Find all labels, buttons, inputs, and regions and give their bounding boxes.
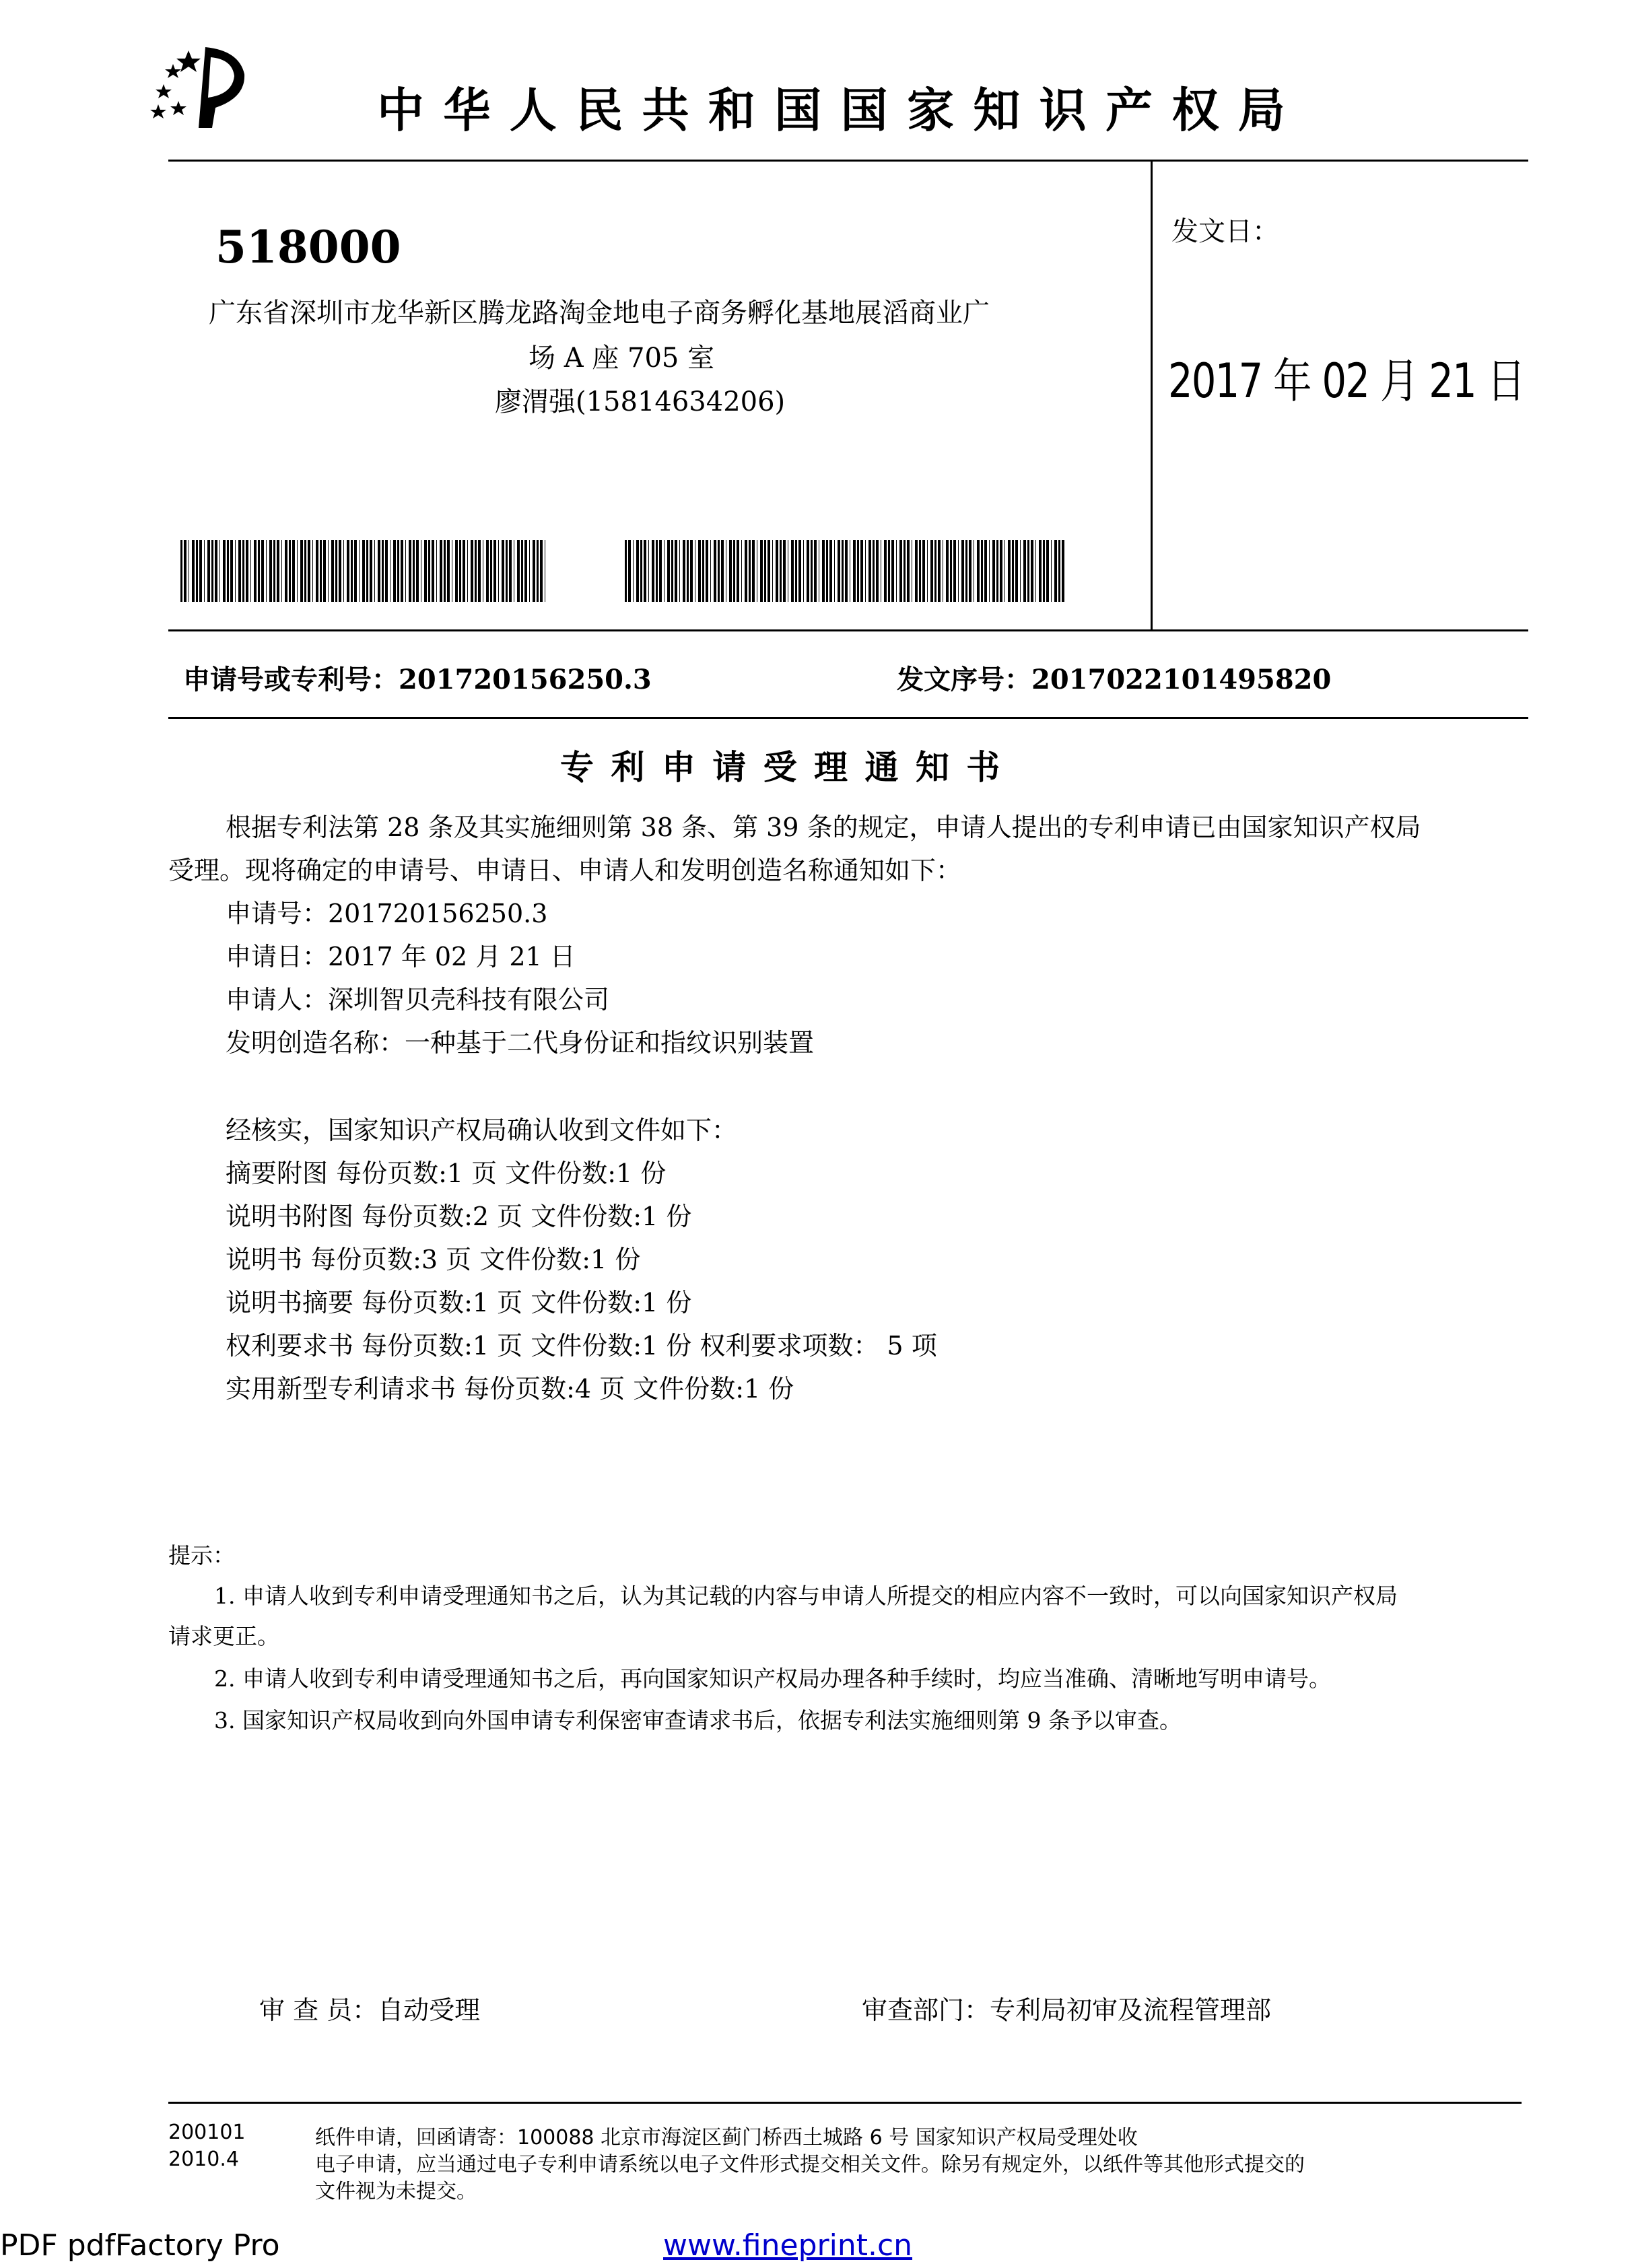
serial-number: 发文序号：2017022101495820 <box>897 664 1332 695</box>
note-2: 2. 申请人收到专利申请受理通知书之后，再向国家知识产权局办理各种手续时，均应当准确、清晰地写明申请号。 <box>214 1665 1331 1692</box>
address-block-bottom-rule <box>168 629 1528 631</box>
document-item: 摘要附图 每份页数:1 页 文件份数:1 份 <box>226 1159 667 1188</box>
footer-paper-filing: 纸件申请，回函请寄：100088 北京市海淀区蓟门桥西土城路 6 号 国家知识产权局受理处收 <box>315 2126 1138 2150</box>
postcode: 518000 <box>215 221 401 273</box>
note-1-line-1: 1. 申请人收到专利申请受理通知书之后，认为其记载的内容与申请人所提交的相应内容不一致时，可以向国家知识产权局 <box>214 1583 1398 1609</box>
document-item: 说明书摘要 每份页数:1 页 文件份数:1 份 <box>226 1288 692 1317</box>
application-number: 申请号或专利号：201720156250.3 <box>183 664 652 695</box>
intro-line-2: 受理。现将确定的申请号、申请日、申请人和发明创造名称通知如下： <box>168 856 962 885</box>
examiner: 审 查 员：自动受理 <box>259 1995 481 2025</box>
note-1-line-2: 请求更正。 <box>168 1623 279 1649</box>
header-rule <box>168 160 1528 162</box>
application-number-field: 申请号：201720156250.3 <box>226 899 548 928</box>
issue-date-label: 发文日： <box>1171 216 1279 247</box>
ref-row-bottom-rule <box>168 717 1528 719</box>
footer-rule <box>168 2102 1522 2104</box>
form-code: 200101 <box>168 2121 246 2144</box>
notes-heading: 提示： <box>168 1542 235 1569</box>
recipient: 廖渭强(15814634206) <box>495 386 786 417</box>
note-3: 3. 国家知识产权局收到向外国申请专利保密审查请求书后，依据专利法实施细则第 9 条予以审查。 <box>214 1707 1182 1733</box>
document-item: 说明书 每份页数:3 页 文件份数:1 份 <box>226 1245 641 1274</box>
barcode-right <box>625 540 1066 602</box>
applicant-field: 申请人：深圳智贝壳科技有限公司 <box>226 985 610 1015</box>
invention-title-field: 发明创造名称：一种基于二代身份证和指纹识别装置 <box>226 1028 815 1058</box>
examining-department: 审查部门：专利局初审及流程管理部 <box>862 1995 1272 2025</box>
application-date-field: 申请日：2017 年 02 月 21 日 <box>226 942 576 971</box>
received-intro: 经核实，国家知识产权局确认收到文件如下： <box>226 1115 738 1145</box>
document-item: 权利要求书 每份页数:1 页 文件份数:1 份 权利要求项数： 5 项 <box>226 1331 937 1361</box>
form-version: 2010.4 <box>168 2147 239 2171</box>
date-box-divider <box>1151 160 1153 631</box>
intro-line-1: 根据专利法第 28 条及其实施细则第 38 条、第 39 条的规定，申请人提出的专利申请已由国家知识产权局 <box>226 813 1421 842</box>
footer-electronic-filing: 电子申请，应当通过电子专利申请系统以电子文件形式提交相关文件。除另有规定外，以纸件等其他形式提交的 <box>315 2153 1305 2176</box>
document-title: 专 利 申 请 受 理 通 知 书 <box>560 748 1003 787</box>
pdffactory-watermark: PDF pdfFactory Pro <box>0 2228 280 2263</box>
cnipa-logo-icon <box>138 37 259 131</box>
address-line-2: 场 A 座 705 室 <box>529 343 715 374</box>
fineprint-link[interactable]: www.fineprint.cn <box>663 2228 913 2263</box>
agency-name: 中 华 人 民 共 和 国 国 家 知 识 产 权 局 <box>377 83 1287 138</box>
document-item: 实用新型专利请求书 每份页数:4 页 文件份数:1 份 <box>226 1374 794 1404</box>
footer-electronic-filing-cont: 文件视为未提交。 <box>315 2180 477 2203</box>
address-line-1: 广东省深圳市龙华新区腾龙路淘金地电子商务孵化基地展滔商业广 <box>209 298 990 329</box>
barcode-left <box>180 540 547 602</box>
document-item: 说明书附图 每份页数:2 页 文件份数:1 份 <box>226 1202 692 1231</box>
issue-date: 2017 年 02 月 21 日 <box>1168 353 1525 409</box>
